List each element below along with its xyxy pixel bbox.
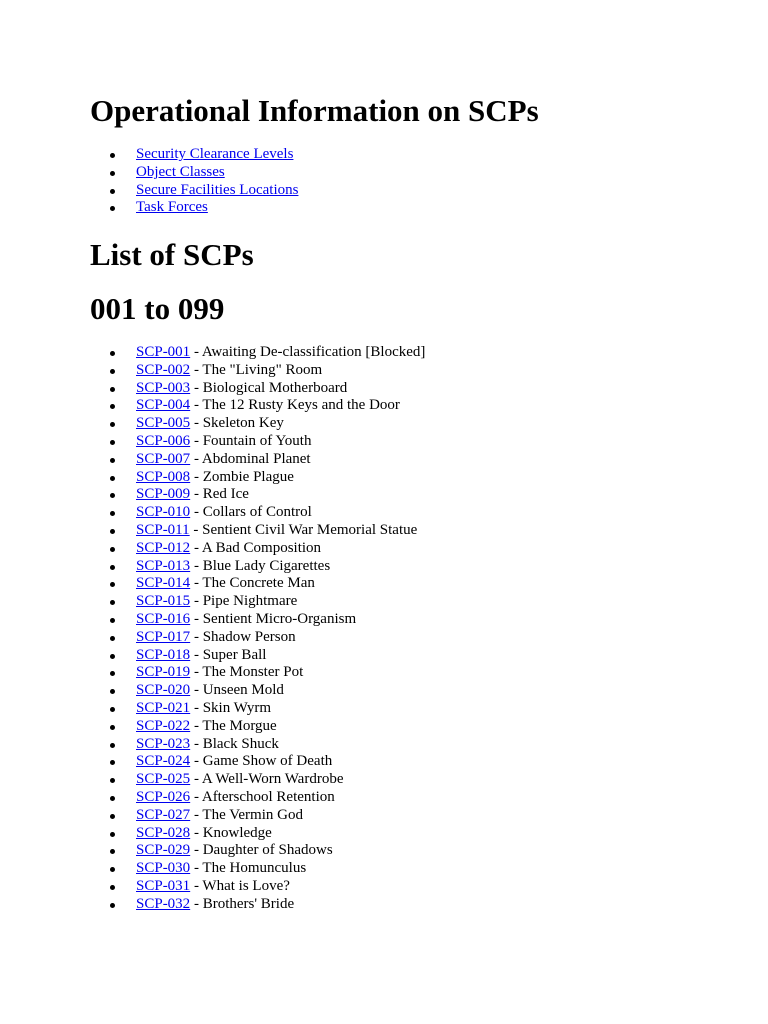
bullet-icon (110, 707, 115, 712)
scp-list-item (90, 397, 425, 415)
scp-list-item (90, 611, 425, 629)
secure-facilities-locations-link[interactable]: Secure Facilities Locations (136, 181, 299, 198)
scp-link[interactable]: SCP-015 (136, 593, 191, 610)
scp-list-item (90, 664, 425, 682)
scp-link[interactable]: SCP-011 (136, 521, 190, 538)
scp-link[interactable]: SCP-001 (136, 344, 191, 360)
bullet-icon (110, 351, 115, 356)
scp-title: Fountain of Youth (202, 432, 312, 449)
bullet-icon (110, 565, 115, 570)
scp-list-item (90, 842, 425, 860)
scp-title: Black Shuck (202, 735, 279, 752)
scp-link[interactable]: SCP-004 (136, 397, 191, 414)
scp-title: Shadow Person (202, 628, 296, 645)
scp-list-item (90, 736, 425, 754)
scp-separator: - (190, 468, 203, 485)
scp-link[interactable]: SCP-021 (136, 699, 191, 716)
scp-separator: - (190, 557, 203, 574)
scp-separator: - (190, 699, 203, 716)
bullet-icon (110, 547, 115, 552)
bullet-icon (110, 814, 115, 819)
scp-separator: - (190, 860, 203, 877)
scp-title: Collars of Control (202, 504, 312, 521)
scp-separator: - (190, 628, 203, 645)
scp-separator: - (190, 682, 203, 699)
scp-title: Game Show of Death (202, 753, 333, 770)
scp-link[interactable]: SCP-026 (136, 788, 191, 805)
scp-link[interactable]: SCP-029 (136, 842, 191, 859)
operational-info-heading: Operational Information on SCPs (90, 93, 539, 128)
scp-link[interactable]: SCP-032 (136, 895, 191, 912)
scp-link[interactable]: SCP-006 (136, 432, 191, 449)
scp-title: Zombie Plague (202, 468, 294, 485)
scp-separator: - (190, 895, 203, 912)
scp-link[interactable]: SCP-018 (136, 646, 191, 663)
bullet-icon (110, 422, 115, 427)
list-item (90, 182, 298, 200)
list-item (90, 164, 298, 182)
scp-title: The Vermin God (202, 806, 303, 823)
bullet-icon (110, 476, 115, 481)
scp-separator: - (190, 824, 203, 841)
scp-separator: - (190, 735, 203, 752)
scp-list-item (90, 540, 425, 558)
scp-title: The Monster Pot (202, 664, 304, 681)
scp-separator: - (190, 344, 202, 360)
scp-link[interactable]: SCP-009 (136, 486, 191, 503)
bullet-icon (110, 387, 115, 392)
bullet-icon (110, 636, 115, 641)
scp-separator: - (190, 610, 203, 627)
bullet-icon (110, 689, 115, 694)
scp-list-item (90, 380, 425, 398)
scp-title: Brothers' Bride (202, 895, 295, 912)
scp-title: The Morgue (202, 717, 277, 734)
scp-link[interactable]: SCP-022 (136, 717, 191, 734)
bullet-icon (110, 671, 115, 676)
bullet-icon (110, 582, 115, 587)
scp-title: Awaiting De-classification [Blocked] (201, 344, 426, 360)
scp-separator: - (190, 450, 202, 467)
scp-separator: - (190, 432, 203, 449)
scp-title: Abdominal Planet (201, 450, 311, 467)
scp-separator: - (190, 397, 203, 414)
scp-link[interactable]: SCP-031 (136, 877, 191, 894)
scp-title: Blue Lady Cigarettes (202, 557, 331, 574)
scp-link[interactable]: SCP-007 (136, 450, 191, 467)
scp-list-item (90, 451, 425, 469)
scp-list-item (90, 486, 425, 504)
bullet-icon (110, 189, 115, 194)
scp-title: Daughter of Shadows (202, 842, 333, 859)
bullet-icon (110, 654, 115, 659)
bullet-icon (110, 778, 115, 783)
scp-separator: - (190, 593, 203, 610)
scp-title: Sentient Micro-Organism (202, 610, 357, 627)
scp-link[interactable]: SCP-020 (136, 682, 191, 699)
range-heading: 001 to 099 (90, 291, 225, 326)
scp-list-item (90, 878, 425, 896)
bullet-icon (110, 493, 115, 498)
bullet-icon (110, 743, 115, 748)
scp-link[interactable]: SCP-027 (136, 806, 191, 823)
scp-separator: - (190, 361, 203, 378)
scp-title: The Homunculus (202, 860, 307, 877)
scp-separator: - (190, 379, 203, 396)
bullet-icon (110, 796, 115, 801)
scp-link[interactable]: SCP-024 (136, 753, 191, 770)
scp-list-item (90, 593, 425, 611)
scp-link[interactable]: SCP-010 (136, 504, 191, 521)
scp-title: A Bad Composition (201, 539, 322, 556)
bullet-icon (110, 849, 115, 854)
bullet-icon (110, 511, 115, 516)
scp-title: Skeleton Key (202, 415, 284, 432)
scp-link[interactable]: SCP-028 (136, 824, 191, 841)
bullet-icon (110, 529, 115, 534)
bullet-icon (110, 171, 115, 176)
scp-separator: - (190, 842, 203, 859)
scp-title: Red Ice (202, 486, 249, 503)
bullet-icon (110, 832, 115, 837)
scp-list-item (90, 753, 425, 771)
scp-list-item (90, 433, 425, 451)
scp-link[interactable]: SCP-017 (136, 628, 191, 645)
scp-separator: - (190, 486, 203, 503)
bullet-icon (110, 903, 115, 908)
scp-link[interactable]: SCP-023 (136, 735, 191, 752)
task-forces-link[interactable]: Task Forces (136, 199, 208, 216)
scp-link[interactable]: SCP-002 (136, 361, 191, 378)
scp-list-item (90, 682, 425, 700)
scp-link[interactable]: SCP-016 (136, 610, 191, 627)
bullet-icon (110, 618, 115, 623)
scp-link[interactable]: SCP-025 (136, 771, 191, 788)
bullet-icon (110, 600, 115, 605)
scp-separator: - (190, 806, 203, 823)
scp-separator: - (190, 753, 203, 770)
scp-list-item (90, 504, 425, 522)
scp-link[interactable]: SCP-013 (136, 557, 191, 574)
bullet-icon (110, 885, 115, 890)
scp-title: Knowledge (202, 824, 272, 841)
operational-links-list (90, 146, 298, 217)
scp-separator: - (189, 521, 203, 538)
scp-list-item (90, 860, 425, 878)
scp-title: A Well-Worn Wardrobe (201, 771, 344, 788)
scp-title: What is Love? (202, 877, 290, 894)
bullet-icon (110, 369, 115, 374)
list-item (90, 146, 298, 164)
list-of-scps-heading: List of SCPs (90, 237, 254, 272)
scp-list-item (90, 344, 425, 362)
bullet-icon (110, 153, 115, 158)
bullet-icon (110, 725, 115, 730)
scp-title: Sentient Civil War Memorial Statue (202, 521, 418, 538)
scp-separator: - (190, 771, 202, 788)
scp-title: Pipe Nightmare (202, 593, 298, 610)
scp-list-item (90, 771, 425, 789)
scp-separator: - (190, 877, 203, 894)
scp-separator: - (190, 539, 202, 556)
scp-title: Biological Motherboard (202, 379, 348, 396)
scp-title: Unseen Mold (202, 682, 284, 699)
scp-separator: - (190, 788, 202, 805)
scp-separator: - (190, 646, 203, 663)
scp-link[interactable]: SCP-012 (136, 539, 191, 556)
scp-separator: - (190, 575, 203, 592)
scp-separator: - (190, 415, 203, 432)
scp-list-item (90, 647, 425, 665)
scp-separator: - (190, 504, 203, 521)
scp-list-item (90, 700, 425, 718)
scp-list (90, 344, 425, 914)
scp-separator: - (190, 664, 203, 681)
scp-link[interactable]: SCP-030 (136, 860, 191, 877)
scp-link[interactable]: SCP-005 (136, 415, 191, 432)
bullet-icon (110, 760, 115, 765)
scp-link[interactable]: SCP-008 (136, 468, 191, 485)
object-classes-link[interactable]: Object Classes (136, 163, 225, 180)
scp-list-item (90, 522, 425, 540)
scp-link[interactable]: SCP-014 (136, 575, 191, 592)
bullet-icon (110, 404, 115, 409)
scp-list-item (90, 629, 425, 647)
scp-title: The Concrete Man (202, 575, 315, 592)
scp-list-item (90, 469, 425, 487)
scp-title: The "Living" Room (202, 361, 323, 378)
list-item (90, 199, 298, 217)
scp-title: Super Ball (202, 646, 267, 663)
scp-title: Afterschool Retention (201, 788, 335, 805)
bullet-icon (110, 867, 115, 872)
scp-list-item (90, 575, 425, 593)
scp-separator: - (190, 717, 203, 734)
scp-list-item (90, 807, 425, 825)
scp-list-item (90, 718, 425, 736)
bullet-icon (110, 440, 115, 445)
scp-title: The 12 Rusty Keys and the Door (202, 397, 400, 414)
scp-list-item (90, 558, 425, 576)
scp-list-item (90, 825, 425, 843)
security-clearance-levels-link[interactable]: Security Clearance Levels (136, 146, 294, 162)
scp-link[interactable]: SCP-019 (136, 664, 191, 681)
scp-list-item (90, 789, 425, 807)
bullet-icon (110, 206, 115, 211)
scp-link[interactable]: SCP-003 (136, 379, 191, 396)
scp-title: Skin Wyrm (202, 699, 272, 716)
scp-list-item (90, 896, 425, 914)
bullet-icon (110, 458, 115, 463)
scp-list-item (90, 415, 425, 433)
scp-list-item (90, 362, 425, 380)
